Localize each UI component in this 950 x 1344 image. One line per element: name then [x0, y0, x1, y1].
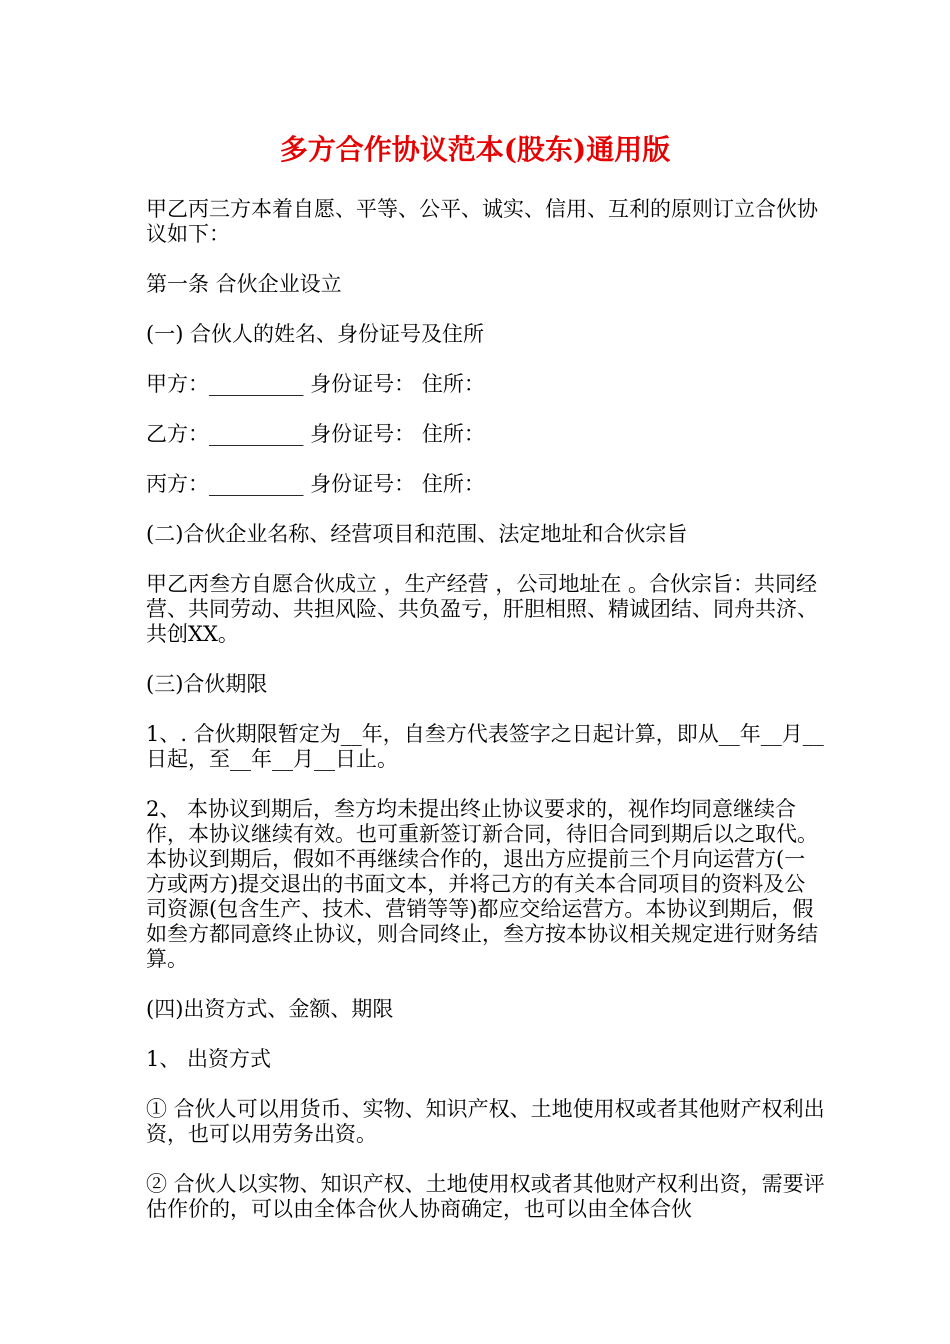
section-heading: (一) 合伙人的姓名、身份证号及住所 [146, 322, 485, 346]
section-heading: (三)合伙期限 [146, 672, 268, 696]
paragraph: ① 合伙人可以用货币、实物、知识产权、土地使用权或者其他财产权利出资，也可以用劳务出资。 [146, 1097, 825, 1146]
paragraph: 甲乙丙叁方自愿合伙成立 ，生产经营 ，公司地址在 。合伙宗旨：共同经营、共同劳动、共担风险、共负盈亏，肝胆相照、精诚团结、同舟共济、共创XX。 [146, 572, 818, 646]
paragraph: ② 合伙人以实物、知识产权、土地使用权或者其他财产权利出资，需要评估作价的，可以由全体合伙人协商确定，也可以由全体合伙 [146, 1172, 825, 1221]
paragraph-intro: 甲乙丙三方本着自愿、平等、公平、诚实、信用、互利的原则订立合伙协议如下： [146, 197, 818, 246]
party-a-line: 甲方：_________ 身份证号： 住所： [146, 372, 485, 396]
document-body [146, 197, 826, 1247]
party-c-line: 丙方：_________ 身份证号： 住所： [146, 472, 485, 496]
document-title: 多方合作协议范本(股东)通用版 [279, 133, 671, 166]
subsection-heading: 1、 出资方式 [146, 1047, 272, 1071]
paragraph: 2、 本协议到期后，叁方均未提出终止协议要求的，视作均同意继续合作，本协议继续有效。也可重新签订新合同，待旧合同到期后以之取代。本协议到期后，假如不再继续合作的，退出方应提前三个月向运营方(一方或两方)提交退出的书面文本，并将己方的有关本合同项目的资料及公司资源(包含生产、技术、营销等等)都应交给运营方。本协议到期后，假如叁方都同意终止协议，则合同终止，叁方按本协议相关规定进行财务结算。 [146, 797, 818, 971]
section-heading: (二)合伙企业名称、经营项目和范围、法定地址和合伙宗旨 [146, 522, 688, 546]
section-heading: (四)出资方式、金额、期限 [146, 997, 394, 1021]
paragraph: 1、. 合伙期限暂定为__年，自叁方代表签字之日起计算，即从__年__月__日起，至__年__月__日止。 [146, 722, 824, 771]
article-heading: 第一条 合伙企业设立 [146, 272, 342, 296]
party-b-line: 乙方：_________ 身份证号： 住所： [146, 422, 485, 446]
